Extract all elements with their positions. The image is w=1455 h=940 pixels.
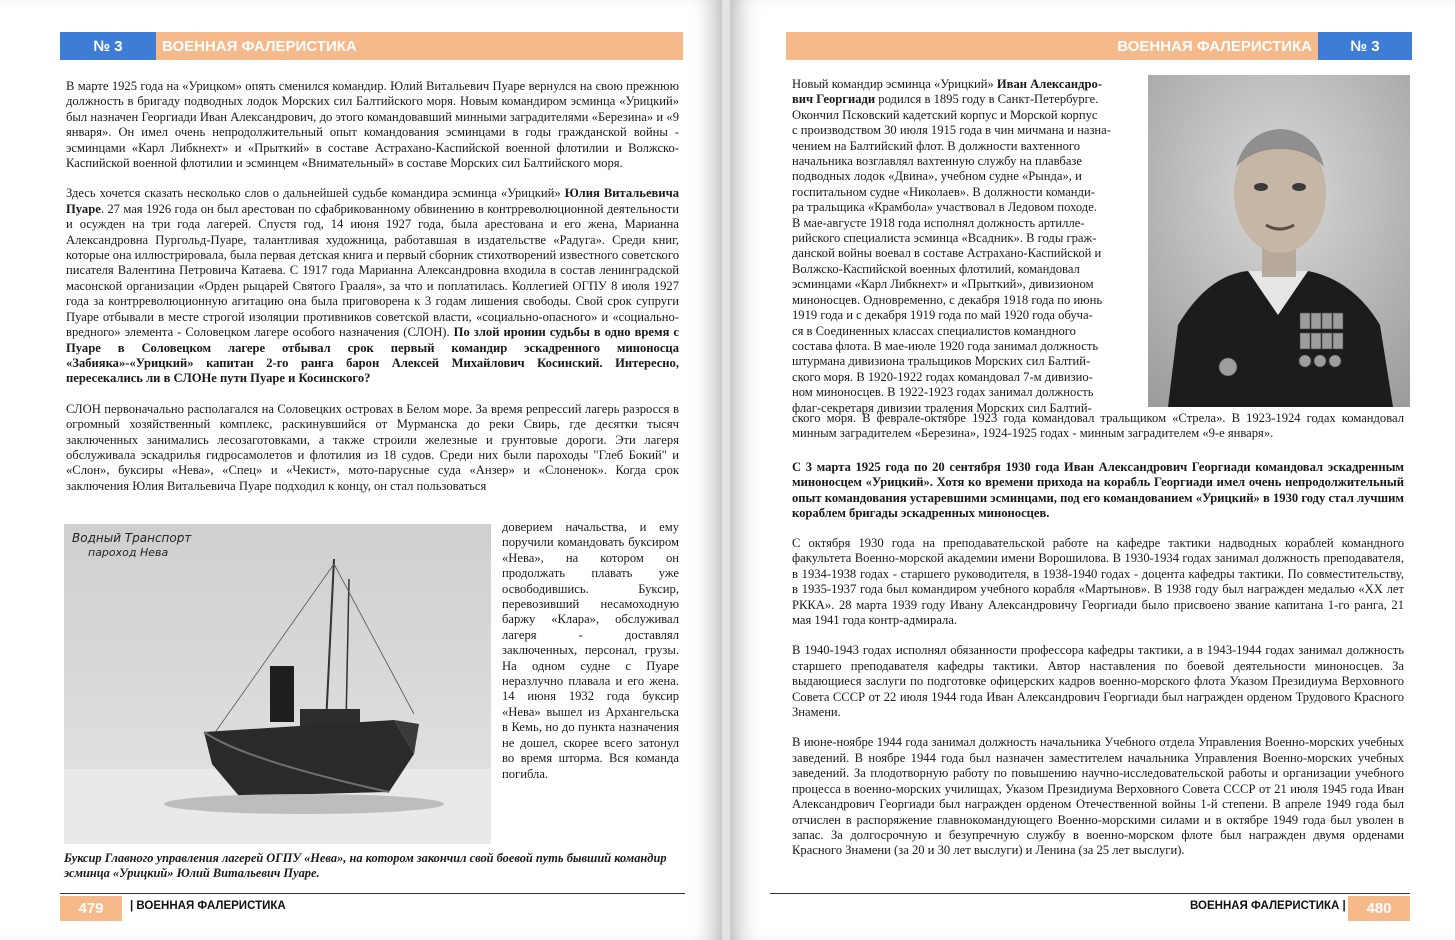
bio-line: начальника возглавлял вахтенную службу на плавбазе: [792, 154, 1082, 169]
section-title: ВОЕННАЯ ФАЛЕРИСТИКА: [156, 32, 683, 60]
section-title: ВОЕННАЯ ФАЛЕРИСТИКА: [786, 32, 1318, 60]
photo-caption: Буксир Главного управления лагерей ОГПУ «Нева», на котором закончил свой боевой путь бывший командир эсминца «Урицкий» Юлий Витальевич Пуаре.: [64, 851, 667, 881]
bio-line: миноносцев. Одновременно, с декабря 1918 года по июнь: [792, 292, 1103, 307]
bio-line: состава флота. В мае-июле 1920 года занимал должность: [792, 338, 1099, 353]
page-number-right: 480: [1348, 896, 1410, 921]
issue-number: № 3: [60, 32, 156, 60]
header-bar-left: [60, 32, 683, 60]
bio-line: Окончил Псковский кадетский корпус и Морской корпус: [792, 107, 1098, 122]
issue-number: № 3: [1318, 32, 1412, 60]
bio-tail: [792, 411, 1404, 442]
page-right: [730, 0, 1455, 940]
page-number-left: 479: [60, 896, 122, 921]
bio-column: [792, 77, 1137, 416]
bio-line: с производством 30 июля 1915 года в чин мичмана и назна-: [792, 123, 1111, 138]
footer-rule-right: [770, 893, 1410, 894]
paragraph-bio-tail: ского моря. В феврале-октябре 1923 года командовал тральщиком «Стрела». В 1923-1924 годах командовал минным заградителем «Березина», 1924-1925 годах - минным заградителем «9-е января».: [792, 411, 1404, 441]
bio-line: данской войны воевал в составе Астрахано-Каспийской и: [792, 246, 1102, 261]
paragraph-puare-fate: Здесь хочется сказать несколько слов о дальнейшей судьбе командира эсминца «Урицкий» Юлия Витальевича Пуаре. 27 мая 1926 года он был арестован по сфабрикованному обвинению в контрреволюционной деятельности и осужден на три года лагерей. Спустя год, 14 июня 1927 года, была арестована и его жена, Марианна Александровна Пургольд-Пуаре, талантливая художница, работавшая в издательстве «Радуга». Среди книг, которые она иллюстрировала, была первая детская книга и первый сборник стихотворений известного советского писателя Валентина Петровича Катаева. С 1917 года Марианна Александровна входила в состав ленинградской масонской организации «Орден рыцарей Святого Грааля», за что и поплатилась. Коллегией ОГПУ 8 июля 1927 года за контрреволюционную агитацию она была приговорена к 3 годам лишения свободы. Свой срок супруги Пуаре отбывали в месте строгой изоляции противников советской власти, «социально-опасного» и «социально-вредного» элемента - Соловецком лагере особого назначения (СЛОН). По злой иронии судьбы в одно время с Пуаре в Соловецком лагере отбывал срок первый командир эскадренного миноносца «Забияка»-«Урицкий» капитан 2-го ранга барон Алексей Михайлович Косинский. Интересно, пересекались ли в СЛОНе пути Пуаре и Косинского?: [66, 186, 679, 386]
bio-line: ном миноносцев. В 1922-1923 годах занимал должность: [792, 385, 1094, 400]
paragraph-1940: В 1940-1943 годах исполнял обязанности профессора кафедры тактики, а в 1943-1944 годах занимал должность старшего преподавателя кафедры тактики. Автор наставления по боевой деятельности миноносцев. За выдающиеся заслуги по подготовке офицерских кадров военно-морского флота Указом Президиума Верховного Совета СССР от 22 июля 1944 года Иван Александрович Георгиади был награжден орденом Трудового Красного Знамени.: [792, 643, 1404, 720]
bio-line: госпитальном судне «Николаев». В должности команди-: [792, 184, 1095, 199]
bio-line: флаг-секретаря дивизии траления Морских сил Балтий-: [792, 400, 1092, 415]
footer-title-left: | ВОЕННАЯ ФАЛЕРИСТИКА: [130, 900, 286, 912]
paragraph-neva-tug: доверием начальства, и ему поручили командовать буксиром «Нева», на котором он продолжать плавать уже освободившись. Буксир, перевозивший несамоходную баржу «Клара», обслуживал лагеря - доставлял заключенных, персонал, грузы. На одном судне с Пуаре неразлучно плавала и его жена. 14 июня 1932 года буксир «Нева» вышел из Архангельска в Кемь, но до пункта назначения не дошел, скорее всего затонул во время шторма. Вся команда погибла.: [502, 520, 679, 781]
paragraph-1944: В июне-ноябре 1944 года занимал должность начальника Учебного отдела Управления Военно-морских учебных заведений. В ноябре 1944 года был назначен заместителем начальника Управления Военно-морских учебных заведений. За плодотворную работу по повышению научно-исследовательской работы и организации учебного процесса в военно-морских училищах, Указом Президиума Верховного Совета СССР от 21 июля 1945 года Иван Александрович Георгиади был награжден орденом Отечественной войны 1-й степени. В апреле 1949 года был отчислен в распоряжение главнокомандующего Военно-морскими силами и в октябре 1949 года был уволен в запас. За долгосрочную и безупречную службу в военно-морском флоте был награжден двумя орденами Красного Знамени (за 20 и 30 лет выслуги) и Ленина (за 25 лет выслуги).: [792, 735, 1404, 858]
paragraph-1930: С октября 1930 года на преподавательской работе на кафедре тактики надводных кораблей командного факультета Военно-морской академии имени Ворошилова. В 1930-1934 годах занимал должность преподавателя, в 1934-1938 годах - старшего руководителя, в 1938-1940 годах - доцента кафедры тактики. По совместительству, в 1935-1937 года был командиром учебного корабля «Мартынов». В 1938 году был награжден медалью «XX лет РККА». 28 марта 1939 году Ивану Александровичу Георгиади было присвоено звание капитана 1-го ранга, 21 мая 1941 года контр-адмирала.: [792, 536, 1404, 628]
portrait-illustration: [1148, 75, 1410, 407]
article-text-bottom: [792, 536, 1404, 859]
bio-line: ра тральщика «Крамбола» участвовал в Ледовом походе.: [792, 200, 1097, 215]
bio-line: ского моря. В 1920-1922 годах командовал 7-м дивизио-: [792, 369, 1093, 384]
page-left: [0, 0, 722, 940]
bio-line: Новый командир эсминца «Урицкий» Иван Александро-: [792, 77, 1103, 91]
bio-line: эсминцами «Карл Либкнехт» и «Прыткий», дивизионом: [792, 277, 1094, 292]
footer-title-right: ВОЕННАЯ ФАЛЕРИСТИКА |: [1190, 900, 1346, 912]
bio-line: подводных лодок «Двина», учебном судне «Рында», и: [792, 169, 1082, 184]
bio-line: вич Георгиади родился в 1895 году в Санкт-Петербурге.: [792, 92, 1099, 107]
paragraph-slon: СЛОН первоначально располагался на Соловецких островах в Белом море. За время репрессий лагерь разросся в огромный хозяйственный комплекс, раскинувшийся от Мурманска до реки Свирь, где десятки тысяч заключенных занимались лесозаготовками, а также строили железные и грунтовые дороги. Эти лагеря обслуживала эскадрилья гидросамолетов и флотилия из 18 судов. Среди них были пароходы "Глеб Бокий" и «Слон», буксиры «Нева», «Спец» и «Чекист», мото-парусные суда «Анзер» и «Слоненок». Когда срок заключения Юлия Витальевича Пуаре подходил к концу, он стал пользоваться: [66, 401, 679, 493]
footer-rule-left: [60, 893, 685, 894]
bio-line: Волжско-Каспийской военных флотилий, командовал: [792, 261, 1080, 276]
bold-highlight: [792, 460, 1404, 522]
bio-line: ся в Соединенных классах специалистов командного: [792, 323, 1076, 338]
portrait-photo: [1148, 75, 1410, 407]
bio-line: рийского специалиста эсминца «Всадник». В годы граж-: [792, 231, 1097, 246]
tug-neva-photo: [64, 524, 491, 844]
bio-line: 1919 года и с декабря 1919 года по май 1920 года обуча-: [792, 308, 1093, 323]
bio-line: штурмана дивизиона тральщиков Морских сил Балтий-: [792, 354, 1091, 369]
paragraph-uritsky-command: С 3 марта 1925 года по 20 сентября 1930 года Иван Александрович Георгиади командовал эскадренным миноносцем «Урицкий». Хотя ко времени прихода на корабль Георгиади имел очень непродолжительный опыт командования устаревшими эсминцами, под его командованием «Урицкий» в 1930 году стал лучшим кораблем бригады эскадренных миноносцев.: [792, 460, 1404, 521]
bio-line: чением на Балтийский флот. В должности вахтенного: [792, 138, 1081, 153]
article-text-side: [502, 520, 679, 782]
paragraph-intro: В марте 1925 года на «Урицком» опять сменился командир. Юлий Витальевич Пуаре вернулся на свою прежнюю должность в бригаду подводных лодок Морских сил Балтийского моря. Новым командиром эсминца «Урицкий» был назначен Георгиади Иван Александрович, до этого командовавший минными заградителями «Березина» и «9 января». Он имел очень непродолжительный опыт командования эсминцами в годы гражданской войны - эсминцами «Карл Либкнехт» и «Прыткий» в составе Астрахано-Каспийской военной флотилии и Волжско-Каспийской военной флотилии и эсминцем «Внимательный» в составе Морских сил Балтийского моря.: [66, 79, 679, 171]
header-bar-right: [786, 32, 1412, 60]
bio-lines: [792, 77, 1137, 416]
photo-inscription-line2: пароход Нева: [88, 546, 169, 559]
ship-illustration: [64, 524, 491, 844]
photo-inscription-line1: Водный Транспорт: [72, 531, 192, 545]
article-text-top: [66, 79, 679, 494]
bio-line: В мае-августе 1918 года исполнял должность артилле-: [792, 215, 1085, 230]
